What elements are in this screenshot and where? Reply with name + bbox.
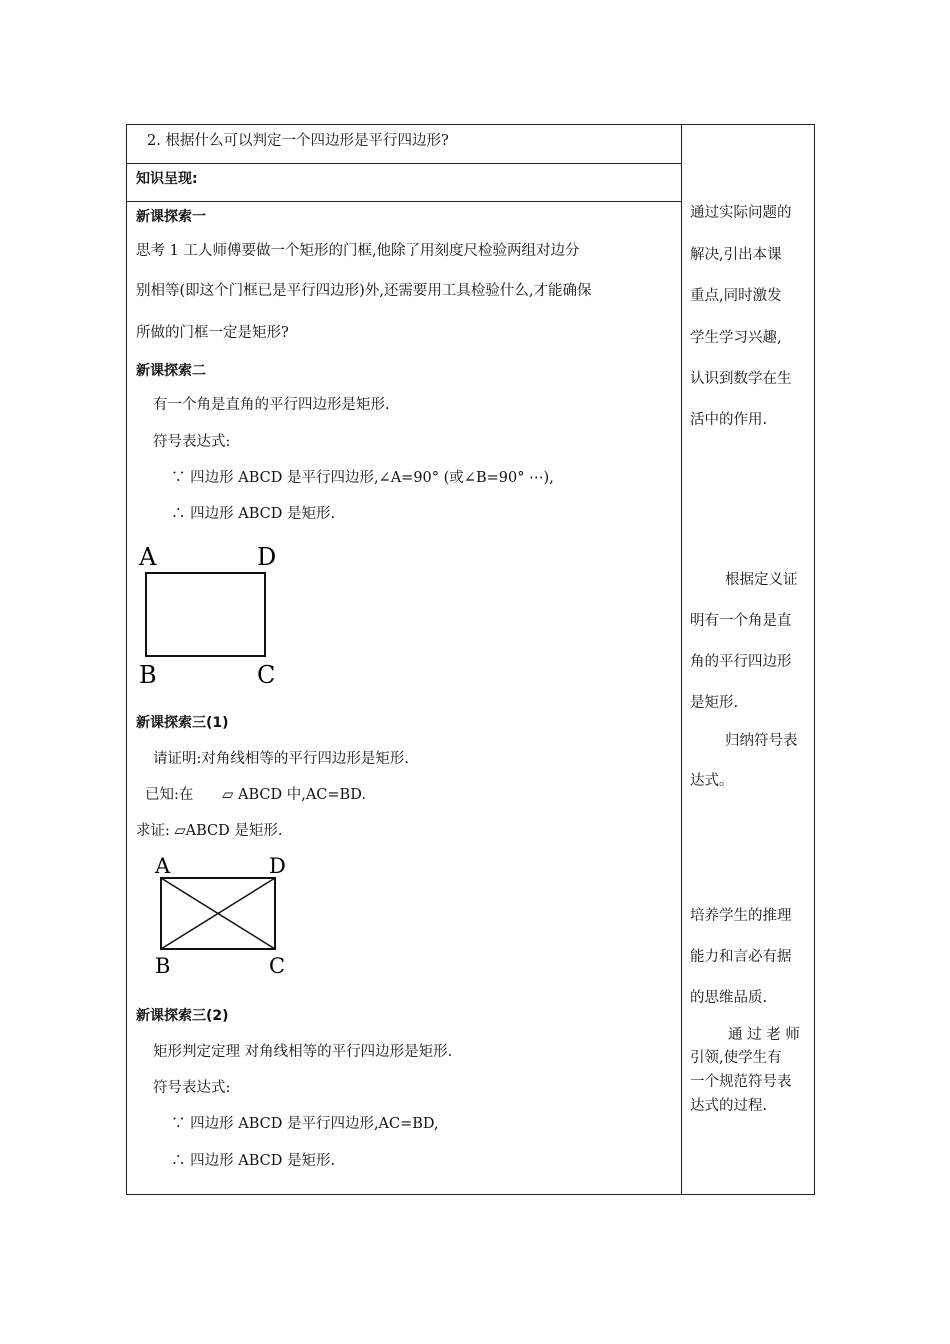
vertex-label-d: D	[269, 854, 286, 878]
diagonals-figure	[151, 851, 291, 981]
lesson-table	[126, 124, 815, 1195]
vertex-label-c: C	[257, 661, 276, 689]
vertex-label-a: A	[139, 543, 157, 571]
section1-line: 别相等(即这个门框已是平行四边形)外,还需要用工具检验什么,才能确保	[136, 283, 592, 299]
row-divider	[127, 163, 681, 164]
knowledge-heading: 知识呈现:	[136, 171, 198, 187]
sidebar-note: 重点,同时激发	[690, 288, 782, 304]
sidebar-note: 的思维品质.	[690, 990, 768, 1006]
sidebar-note: 一个规范符号表	[690, 1074, 792, 1090]
section4-theorem: 矩形判定定理 对角线相等的平行四边形是矩形.	[153, 1044, 453, 1060]
section2-heading: 新课探索二	[136, 363, 206, 379]
column-divider	[681, 125, 682, 1194]
vertex-label-b: B	[155, 954, 171, 978]
sidebar-note: 达式的过程.	[690, 1098, 768, 1114]
sidebar-note: 归纳符号表	[725, 733, 798, 749]
section3-task: 请证明:对角线相等的平行四边形是矩形.	[153, 751, 409, 767]
vertex-label-d: D	[257, 543, 277, 571]
sidebar-note: 是矩形.	[690, 695, 739, 711]
sidebar-note: 认识到数学在生	[690, 371, 792, 387]
vertex-label-b: B	[139, 661, 157, 689]
section3-heading: 新课探索三(1)	[136, 715, 229, 731]
section1-line: 思考 1 工人师傅要做一个矩形的门框,他除了用刻度尺检验两组对边分	[136, 243, 580, 259]
section1-heading: 新课探索一	[136, 209, 206, 225]
sidebar-note: 培养学生的推理	[690, 908, 792, 924]
section1-line: 所做的门框一定是矩形?	[136, 325, 289, 341]
section3-given: 已知:在 ▱ ABCD 中,AC=BD.	[145, 787, 366, 803]
vertex-label-c: C	[269, 954, 286, 978]
sidebar-note: 能力和言必有据	[690, 949, 792, 965]
section2-because: ∵ 四边形 ABCD 是平行四边形,∠A=90° (或∠B=90° ⋯),	[171, 470, 554, 486]
sidebar-note: 活中的作用.	[690, 412, 768, 428]
section4-heading: 新课探索三(2)	[136, 1008, 229, 1024]
sidebar-note: 明有一个角是直	[690, 613, 792, 629]
section3-prove: 求证: ▱ABCD 是矩形.	[136, 823, 283, 839]
sidebar-note: 角的平行四边形	[690, 654, 792, 670]
vertex-label-a: A	[155, 854, 171, 878]
row-divider	[127, 201, 681, 202]
rectangle-figure	[135, 537, 285, 692]
review-question: 2. 根据什么可以判定一个四边形是平行四边形?	[147, 133, 449, 149]
section4-therefore: ∴ 四边形 ABCD 是矩形.	[171, 1153, 336, 1169]
sidebar-note: 解决,引出本课	[690, 247, 782, 263]
sidebar-note: 学生学习兴趣,	[690, 330, 782, 346]
sidebar-note: 通 过 老 师	[728, 1027, 800, 1043]
sidebar-note: 通过实际问题的	[690, 205, 792, 221]
parallelogram-symbol: ▱	[222, 787, 234, 803]
rectangle-outline	[146, 573, 265, 656]
sidebar-note: 根据定义证	[725, 572, 798, 588]
parallelogram-symbol: ▱	[174, 823, 186, 839]
sidebar-note: 引领,使学生有	[690, 1050, 782, 1066]
sidebar-note: 达式。	[690, 773, 734, 789]
section2-symbol-label: 符号表达式:	[153, 434, 231, 450]
section4-symbol-label: 符号表达式:	[153, 1080, 231, 1096]
section2-statement: 有一个角是直角的平行四边形是矩形.	[153, 397, 390, 413]
section2-therefore: ∴ 四边形 ABCD 是矩形.	[171, 506, 336, 522]
section4-because: ∵ 四边形 ABCD 是平行四边形,AC=BD,	[171, 1116, 439, 1132]
